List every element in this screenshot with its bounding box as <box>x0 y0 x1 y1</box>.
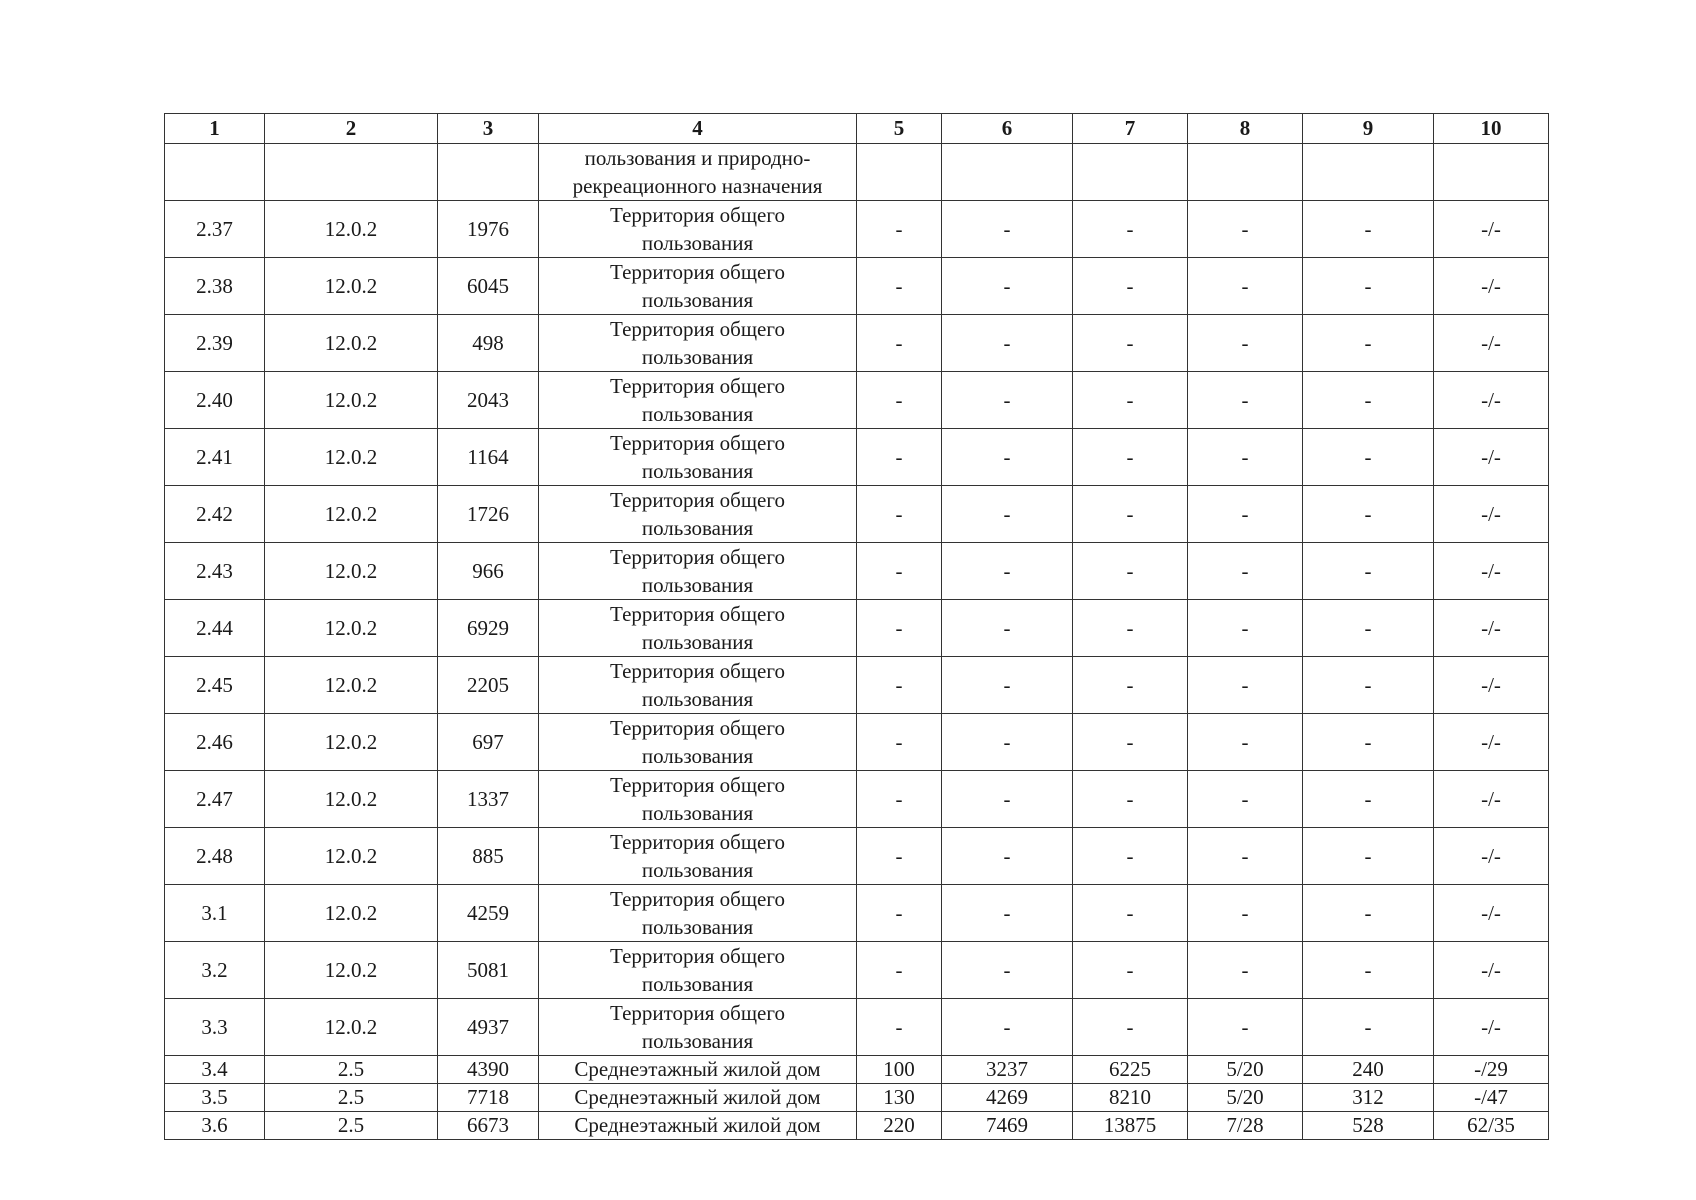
description-line: пользования <box>641 744 754 768</box>
description-line: пользования <box>641 972 754 996</box>
description-line: рекреационного назначения <box>572 174 823 198</box>
table-cell-description <box>539 942 857 999</box>
table-cell: 12.0.2 <box>265 429 438 486</box>
header-cell: 4 <box>539 114 857 144</box>
table-cell: 3.3 <box>165 999 265 1056</box>
description-line: пользования <box>641 231 754 255</box>
table-cell: 312 <box>1303 1084 1434 1112</box>
data-table <box>164 113 1549 1140</box>
table-cell: - <box>857 315 942 372</box>
table-cell: - <box>1303 600 1434 657</box>
table-cell: 2043 <box>438 372 539 429</box>
table-cell-description <box>539 543 857 600</box>
table-cell: - <box>1188 201 1303 258</box>
table-row <box>165 714 1549 771</box>
table-cell: - <box>1303 828 1434 885</box>
table-cell: - <box>1073 942 1188 999</box>
table-cell: - <box>942 258 1073 315</box>
table-cell: 12.0.2 <box>265 714 438 771</box>
table-cell: - <box>942 942 1073 999</box>
table-cell: -/- <box>1434 999 1549 1056</box>
table-cell-description <box>539 315 857 372</box>
table-cell: - <box>857 429 942 486</box>
header-cell: 8 <box>1188 114 1303 144</box>
table-cell: - <box>1073 543 1188 600</box>
table-cell: -/- <box>1434 714 1549 771</box>
table-cell: - <box>1073 771 1188 828</box>
table-cell: - <box>1188 258 1303 315</box>
table-cell: 12.0.2 <box>265 771 438 828</box>
table-cell: 6673 <box>438 1112 539 1140</box>
table-cell: - <box>1073 486 1188 543</box>
table-cell: - <box>1303 258 1434 315</box>
table-cell: - <box>857 942 942 999</box>
description-line: Территория общего <box>610 488 785 512</box>
description-line: Территория общего <box>610 1001 785 1025</box>
table-cell: - <box>1303 657 1434 714</box>
table-row <box>165 1084 1549 1112</box>
table-row <box>165 771 1549 828</box>
table-cell: - <box>1188 657 1303 714</box>
table-cell: 4269 <box>942 1084 1073 1112</box>
table-cell: - <box>1303 372 1434 429</box>
table-cell: 2.41 <box>165 429 265 486</box>
table-cell: 2.40 <box>165 372 265 429</box>
table-cell: 2.5 <box>265 1112 438 1140</box>
header-cell: 10 <box>1434 114 1549 144</box>
header-row <box>165 114 1549 144</box>
table-cell: - <box>942 543 1073 600</box>
table-cell-description: Среднеэтажный жилой дом <box>539 1056 857 1084</box>
table-cell: - <box>942 885 1073 942</box>
table-cell: 3.4 <box>165 1056 265 1084</box>
table-cell: - <box>857 828 942 885</box>
table-cell: - <box>1188 429 1303 486</box>
table-cell: 2.48 <box>165 828 265 885</box>
table-row <box>165 1112 1549 1140</box>
table-cell: 1164 <box>438 429 539 486</box>
table-row <box>165 1056 1549 1084</box>
description-line: пользования <box>641 345 754 369</box>
table-cell: 12.0.2 <box>265 372 438 429</box>
table-cell: 4390 <box>438 1056 539 1084</box>
table-cell: 885 <box>438 828 539 885</box>
table-cell: 12.0.2 <box>265 885 438 942</box>
table-row <box>165 201 1549 258</box>
table-cell-description <box>539 144 857 201</box>
table-cell: - <box>857 258 942 315</box>
table-cell: -/- <box>1434 828 1549 885</box>
table-cell: - <box>1188 771 1303 828</box>
table-cell: - <box>1188 543 1303 600</box>
table-cell: 12.0.2 <box>265 600 438 657</box>
table-cell: -/- <box>1434 429 1549 486</box>
table-cell: -/- <box>1434 201 1549 258</box>
table-cell: 966 <box>438 543 539 600</box>
table-cell: - <box>1303 714 1434 771</box>
description-line: пользования <box>641 516 754 540</box>
table-cell: 1337 <box>438 771 539 828</box>
description-line: Территория общего <box>610 659 785 683</box>
table-cell: - <box>1073 999 1188 1056</box>
table-cell: 8210 <box>1073 1084 1188 1112</box>
table-cell: - <box>1188 600 1303 657</box>
table-cell: 12.0.2 <box>265 258 438 315</box>
table-row <box>165 315 1549 372</box>
table-cell <box>438 144 539 201</box>
table-cell: -/- <box>1434 657 1549 714</box>
table-cell: -/- <box>1434 315 1549 372</box>
table-cell: 12.0.2 <box>265 486 438 543</box>
table-cell: - <box>1073 714 1188 771</box>
table-cell: - <box>1073 429 1188 486</box>
table-cell <box>1188 144 1303 201</box>
table-cell: 5/20 <box>1188 1084 1303 1112</box>
description-line: пользования <box>641 573 754 597</box>
table-cell: - <box>1303 201 1434 258</box>
table-cell: 2.44 <box>165 600 265 657</box>
header-cell: 3 <box>438 114 539 144</box>
table-cell: -/- <box>1434 885 1549 942</box>
description-line: Территория общего <box>610 545 785 569</box>
description-line: пользования <box>641 858 754 882</box>
table-cell: - <box>942 600 1073 657</box>
table-cell: 12.0.2 <box>265 942 438 999</box>
table-cell: - <box>1188 885 1303 942</box>
table-row <box>165 885 1549 942</box>
description-line: пользования <box>641 687 754 711</box>
table-cell: - <box>942 771 1073 828</box>
table-cell: -/- <box>1434 771 1549 828</box>
table-cell: 2.47 <box>165 771 265 828</box>
table-cell-description <box>539 771 857 828</box>
table-cell: 4259 <box>438 885 539 942</box>
header-cell: 2 <box>265 114 438 144</box>
table-cell: - <box>857 201 942 258</box>
table-cell: - <box>1303 429 1434 486</box>
table-cell: - <box>1303 999 1434 1056</box>
description-line: пользования <box>641 459 754 483</box>
description-line: пользования <box>641 915 754 939</box>
table-cell: - <box>857 372 942 429</box>
table-cell: -/29 <box>1434 1056 1549 1084</box>
header-cell: 9 <box>1303 114 1434 144</box>
table-cell: 240 <box>1303 1056 1434 1084</box>
table-cell: - <box>857 600 942 657</box>
table-cell: - <box>942 714 1073 771</box>
table-cell: - <box>1188 714 1303 771</box>
table-cell-description <box>539 657 857 714</box>
table-row <box>165 828 1549 885</box>
table-cell: - <box>1073 600 1188 657</box>
table-cell: 2.46 <box>165 714 265 771</box>
table-cell: 130 <box>857 1084 942 1112</box>
description-line: пользования <box>641 402 754 426</box>
table-cell: 12.0.2 <box>265 999 438 1056</box>
table-cell: 5081 <box>438 942 539 999</box>
table-cell: - <box>1303 543 1434 600</box>
description-line: пользования и природно- <box>584 146 811 170</box>
table-cell-description <box>539 429 857 486</box>
table-cell: 12.0.2 <box>265 828 438 885</box>
table-cell: - <box>1303 771 1434 828</box>
table-cell: 100 <box>857 1056 942 1084</box>
description-line: Территория общего <box>610 602 785 626</box>
table-row <box>165 600 1549 657</box>
table-cell: 697 <box>438 714 539 771</box>
table-cell: - <box>857 543 942 600</box>
table-cell-description <box>539 999 857 1056</box>
table-cell: 2.5 <box>265 1056 438 1084</box>
table-cell: -/- <box>1434 258 1549 315</box>
table-cell: - <box>1303 315 1434 372</box>
table-cell: 6225 <box>1073 1056 1188 1084</box>
table-cell: - <box>1188 828 1303 885</box>
table-cell: 2.5 <box>265 1084 438 1112</box>
table-cell: 2.42 <box>165 486 265 543</box>
table-cell <box>1303 144 1434 201</box>
description-line: Территория общего <box>610 203 785 227</box>
table-cell: 7718 <box>438 1084 539 1112</box>
table-cell: 2.37 <box>165 201 265 258</box>
table-cell: 2.39 <box>165 315 265 372</box>
table-cell: - <box>942 372 1073 429</box>
table-cell: - <box>1188 942 1303 999</box>
table-cell: 498 <box>438 315 539 372</box>
table-cell: 2205 <box>438 657 539 714</box>
description-line: Территория общего <box>610 773 785 797</box>
table-cell: 1726 <box>438 486 539 543</box>
table-cell: - <box>857 771 942 828</box>
table-cell: -/- <box>1434 486 1549 543</box>
table-cell: - <box>1188 486 1303 543</box>
table-cell <box>1434 144 1549 201</box>
table-row <box>165 942 1549 999</box>
table-cell: - <box>1188 315 1303 372</box>
description-line: пользования <box>641 1029 754 1053</box>
table-cell: - <box>857 714 942 771</box>
table-row <box>165 486 1549 543</box>
description-line: пользования <box>641 288 754 312</box>
table-cell: 12.0.2 <box>265 657 438 714</box>
description-line: Территория общего <box>610 374 785 398</box>
table-cell: 7469 <box>942 1112 1073 1140</box>
table-cell-description <box>539 201 857 258</box>
table-cell: - <box>1073 828 1188 885</box>
header-cell: 6 <box>942 114 1073 144</box>
description-line: пользования <box>641 801 754 825</box>
continuation-row <box>165 144 1549 201</box>
table-cell <box>165 144 265 201</box>
table-cell: 6929 <box>438 600 539 657</box>
table-cell: 2.43 <box>165 543 265 600</box>
table-cell-description: Среднеэтажный жилой дом <box>539 1112 857 1140</box>
table-cell <box>942 144 1073 201</box>
table-row <box>165 999 1549 1056</box>
table-cell: -/- <box>1434 543 1549 600</box>
table-cell: -/47 <box>1434 1084 1549 1112</box>
table-cell-description <box>539 600 857 657</box>
description-line: Территория общего <box>610 716 785 740</box>
table-cell: - <box>942 657 1073 714</box>
table-cell: 1976 <box>438 201 539 258</box>
table-cell: - <box>942 201 1073 258</box>
table-row <box>165 543 1549 600</box>
table-cell-description <box>539 258 857 315</box>
table-cell: - <box>1303 942 1434 999</box>
table-cell-description <box>539 486 857 543</box>
table-cell: - <box>1188 372 1303 429</box>
table-cell: 12.0.2 <box>265 315 438 372</box>
table-cell: - <box>1073 885 1188 942</box>
table-cell: 3.6 <box>165 1112 265 1140</box>
header-cell: 1 <box>165 114 265 144</box>
description-line: Территория общего <box>610 431 785 455</box>
description-line: Территория общего <box>610 830 785 854</box>
table-cell: - <box>857 999 942 1056</box>
table-cell: - <box>1303 885 1434 942</box>
table-cell: - <box>942 429 1073 486</box>
table-cell: -/- <box>1434 372 1549 429</box>
table-cell <box>857 144 942 201</box>
table-row <box>165 372 1549 429</box>
table-row <box>165 657 1549 714</box>
table-cell-description: Среднеэтажный жилой дом <box>539 1084 857 1112</box>
table-cell: - <box>942 486 1073 543</box>
table-cell: 3237 <box>942 1056 1073 1084</box>
table-cell: - <box>1073 258 1188 315</box>
header-cell: 5 <box>857 114 942 144</box>
description-line: Территория общего <box>610 887 785 911</box>
table-cell-description <box>539 828 857 885</box>
table-cell: 13875 <box>1073 1112 1188 1140</box>
table-cell: 3.2 <box>165 942 265 999</box>
table-cell: 62/35 <box>1434 1112 1549 1140</box>
table-cell <box>1073 144 1188 201</box>
table-cell: 3.1 <box>165 885 265 942</box>
table-cell: 7/28 <box>1188 1112 1303 1140</box>
table-cell-description <box>539 885 857 942</box>
table-cell: 2.38 <box>165 258 265 315</box>
description-line: пользования <box>641 630 754 654</box>
table-cell: - <box>942 999 1073 1056</box>
table-cell: - <box>1073 201 1188 258</box>
table-cell-description <box>539 714 857 771</box>
table-cell: 3.5 <box>165 1084 265 1112</box>
table-cell: 4937 <box>438 999 539 1056</box>
table-cell: - <box>857 885 942 942</box>
table-cell: - <box>1188 999 1303 1056</box>
table-cell: 12.0.2 <box>265 201 438 258</box>
table-cell: 6045 <box>438 258 539 315</box>
table-cell-description <box>539 372 857 429</box>
table-cell: 5/20 <box>1188 1056 1303 1084</box>
description-line: Территория общего <box>610 944 785 968</box>
table-row <box>165 258 1549 315</box>
table-cell: 2.45 <box>165 657 265 714</box>
table-cell: 12.0.2 <box>265 543 438 600</box>
description-line: Территория общего <box>610 260 785 284</box>
table-cell: - <box>1303 486 1434 543</box>
table-cell: -/- <box>1434 600 1549 657</box>
header-cell: 7 <box>1073 114 1188 144</box>
table-cell: - <box>857 486 942 543</box>
table-cell: 528 <box>1303 1112 1434 1140</box>
table-cell: - <box>1073 315 1188 372</box>
table-cell: - <box>857 657 942 714</box>
table-cell: - <box>942 315 1073 372</box>
table-cell: - <box>1073 657 1188 714</box>
table-cell: - <box>1073 372 1188 429</box>
description-line: Территория общего <box>610 317 785 341</box>
table-cell: 220 <box>857 1112 942 1140</box>
table-cell: - <box>942 828 1073 885</box>
table-cell: -/- <box>1434 942 1549 999</box>
table-row <box>165 429 1549 486</box>
table-cell <box>265 144 438 201</box>
